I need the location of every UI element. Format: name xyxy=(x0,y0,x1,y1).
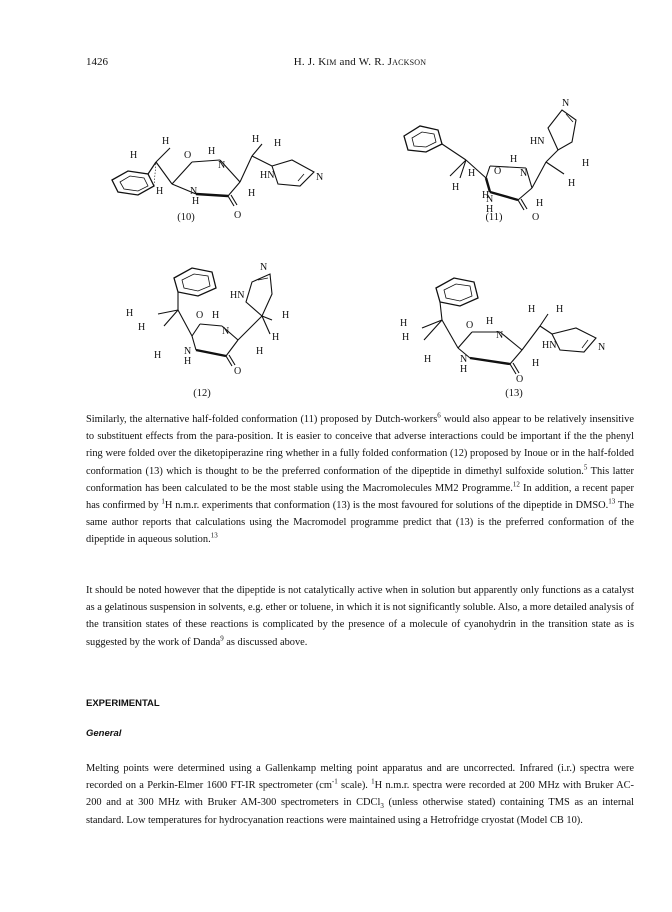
svg-text:N: N xyxy=(520,168,528,179)
svg-text:N: N xyxy=(486,194,494,205)
svg-text:H: H xyxy=(468,168,476,179)
paragraph-conformations: Similarly, the alternative half-folded conformation (11) proposed by Dutch-workers$^6$ would also appear to be relatively insensitive to substituent effects from the para-position. It is easier to conceive that adverse interactions could be important if the the phenyl ring were folded over the diketopiperazine ring whether in a fully folded conformation (12) proposed by Inoue or in the half-folded conformation (13) which is thought to be the preferred conformation of the dipeptide in dimethyl sulfoxide solution.$^5$ This latter conformation has been calculated to be the most stable using the Macromolecules MM2 Programme.$^{12}$ In addition, a recent paper has confirmed by $^1$H n.m.r. experiments that conformation (13) is the most favoured for solutions of the dipeptide in DMSO.$^{13}$ The same author reports that calculations using the Macromodel programme predict that (13) is the preferred conformation of the dipeptide in aqueous solution.$^{13}$ xyxy=(86,411,635,546)
page-number: 1426 xyxy=(86,56,108,68)
structure-12-drawing xyxy=(122,254,322,377)
svg-text:H: H xyxy=(556,304,564,315)
svg-text:H: H xyxy=(510,154,518,165)
svg-text:H: H xyxy=(402,332,410,343)
svg-text:H: H xyxy=(486,316,494,327)
structure-13 xyxy=(392,270,632,385)
svg-text:N: N xyxy=(218,160,226,171)
svg-text:N: N xyxy=(496,330,504,341)
running-head-authors: H. J. Kim and W. R. Jackson xyxy=(293,56,427,68)
author-jackson: Jackson xyxy=(387,56,427,68)
svg-text:H: H xyxy=(274,138,282,149)
svg-text:H: H xyxy=(138,322,146,333)
svg-text:H: H xyxy=(452,182,460,193)
svg-text:HN: HN xyxy=(230,290,245,301)
svg-text:N: N xyxy=(460,354,468,365)
svg-text:H: H xyxy=(532,358,540,369)
svg-text:H: H xyxy=(486,204,494,215)
svg-text:O: O xyxy=(466,320,474,331)
svg-text:H: H xyxy=(528,304,536,315)
svg-text:H: H xyxy=(424,354,432,365)
svg-text:H: H xyxy=(252,134,260,145)
paragraph-general-methods: Melting points were determined using a Gallenkamp melting point apparatus and are uncorrected. Infrared (i.r.) spectra were recorded on a Perkin-Elmer 1600 FT-IR spectrometer ($cm^{-1}$ scale). $^1$H n.m.r. spectra were recorded at 200 MHz with Bruker AC-200 and at 300 MHz with Bruker AM-300 spectrometers in CDCl$_3$ (unless otherwise stated) containing TMS as an internal standard. Low temperatures for hydrocyanation reactions were maintained using a Hetrofridge cryostat (Model CB 10). xyxy=(86,763,634,826)
svg-text:H: H xyxy=(248,188,256,199)
structure-13-label: (13) xyxy=(505,388,523,399)
svg-text:H: H xyxy=(282,310,290,321)
svg-text:N: N xyxy=(184,346,192,357)
svg-text:O: O xyxy=(184,150,192,161)
svg-text:HN: HN xyxy=(530,136,545,147)
svg-text:H: H xyxy=(582,158,590,169)
structure-12-label: (12) xyxy=(193,388,211,399)
subheading-general: General xyxy=(86,728,122,739)
svg-text:H: H xyxy=(156,186,164,197)
structure-11-label: (11) xyxy=(485,212,503,223)
structure-10 xyxy=(92,128,352,221)
svg-text:HN: HN xyxy=(260,170,275,181)
svg-text:H: H xyxy=(568,178,576,189)
svg-text:N: N xyxy=(316,172,324,183)
svg-text:H: H xyxy=(130,150,138,161)
running-header xyxy=(86,56,634,72)
structure-10-drawing xyxy=(92,128,352,221)
svg-text:H: H xyxy=(126,308,134,319)
svg-text:O: O xyxy=(516,374,524,385)
svg-text:O: O xyxy=(532,212,540,223)
svg-text:H: H xyxy=(192,196,200,207)
svg-text:H: H xyxy=(212,310,220,321)
svg-text:H: H xyxy=(482,190,490,201)
svg-text:H: H xyxy=(460,364,468,375)
structure-12 xyxy=(122,254,322,377)
svg-text:H: H xyxy=(154,350,162,361)
svg-text:H: H xyxy=(162,136,170,147)
svg-text:N: N xyxy=(260,262,268,273)
structure-10-label: (10) xyxy=(177,212,195,223)
svg-text:H: H xyxy=(400,318,408,329)
heading-experimental: EXPERIMENTAL xyxy=(86,698,160,709)
svg-text:O: O xyxy=(196,310,204,321)
svg-text:H: H xyxy=(256,346,264,357)
svg-text:N: N xyxy=(222,326,230,337)
svg-text:H: H xyxy=(184,356,192,367)
svg-text:O: O xyxy=(234,366,242,377)
structure-13-drawing xyxy=(392,270,632,385)
svg-text:O: O xyxy=(234,210,242,221)
paragraph-catalyst: It should be noted however that the dipeptide is not catalytically active when in solution but apparently only functions as a catalyst as a gelatinous suspension in solvents, e.g. ether or toluene, in which it is not significantly soluble. Also, a more detailed analysis of the transition states of these reactions is complicated by the presence of a molecule of cyanohydrin in the transition state as is suggested by the work of Danda$^9$ as discussed above. xyxy=(86,585,634,648)
author-kim: Kim xyxy=(318,56,337,68)
svg-text:H: H xyxy=(272,332,280,343)
svg-text:N: N xyxy=(190,186,198,197)
svg-text:N: N xyxy=(562,98,570,109)
svg-text:H: H xyxy=(536,198,544,209)
svg-text:H: H xyxy=(208,146,216,157)
svg-text:O: O xyxy=(494,166,502,177)
svg-text:HN: HN xyxy=(542,340,557,351)
svg-text:N: N xyxy=(598,342,606,353)
